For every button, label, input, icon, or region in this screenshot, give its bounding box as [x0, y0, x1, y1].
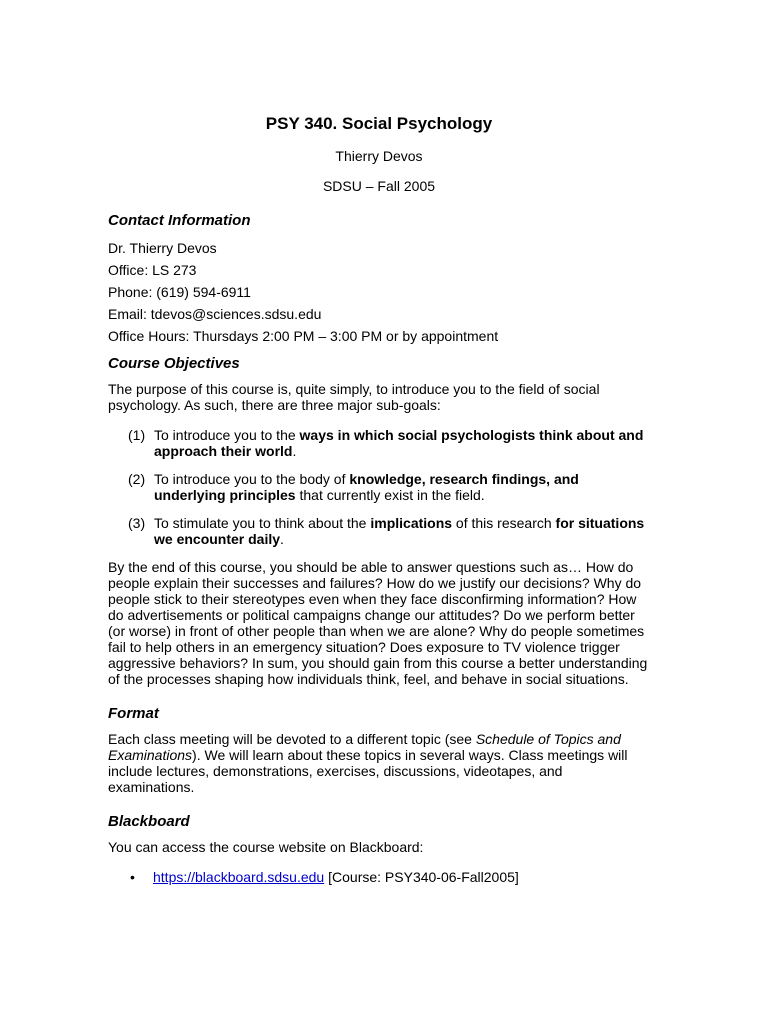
blackboard-heading: Blackboard [108, 813, 190, 830]
contact-office-hours: Office Hours: Thursdays 2:00 PM – 3:00 PM or by appointment [108, 328, 499, 344]
contact-name: Dr. Thierry Devos [108, 240, 217, 256]
objectives-list [128, 427, 650, 547]
format-text-plain: ). We will learn about these topics in several ways. Class meetings will include lectures, demonstrations, exercises, discussions, videotapes, and examinations. [108, 747, 628, 795]
list-item [130, 869, 650, 885]
objective-text-bold: implications [370, 515, 453, 531]
objective-text-plain: . [292, 443, 297, 459]
format-text-italic: Schedule of Topics and Examinations [108, 731, 621, 763]
objective-text [154, 471, 650, 503]
objective-item [128, 471, 650, 503]
objectives-closing: By the end of this course, you should be able to answer questions such as… How do people explain their successes and failures? How do we justify our decisions? Why do people stick to their stereotypes even when they face disconfirming information? How do advertisements or political campaigns change our attitudes? Do we perform better (or worse) in front of other people than when we are alone? Why do people sometimes fail to help others in an emergency situation? Does exposure to TV violence trigger aggressive behaviors? In sum, you should gain from this course a better understanding of the processes shaping how individuals think, feel, and behave in social situations. [108, 559, 648, 687]
objective-item [128, 427, 650, 459]
format-heading: Format [108, 705, 159, 722]
format-paragraph [108, 731, 650, 795]
objective-text-bold: ways in which social psychologists think about and approach their world [154, 427, 644, 459]
blackboard-intro: You can access the course website on Blackboard: [108, 839, 424, 855]
course-code: [Course: PSY340-06-Fall2005] [324, 869, 519, 885]
page-title: PSY 340. Social Psychology [265, 114, 493, 133]
objectives-heading: Course Objectives [108, 355, 240, 372]
objective-text-plain: that currently exist in the field. [295, 487, 485, 503]
format-text-plain: Each class meeting will be devoted to a different topic (see [108, 731, 476, 747]
contact-office: Office: LS 273 [108, 262, 197, 278]
objective-text [154, 515, 650, 547]
objective-number: (2) [128, 471, 146, 487]
objective-text-bold: for situations we encounter daily [154, 515, 645, 547]
objective-text-plain: . [280, 531, 284, 547]
objective-number: (1) [128, 427, 146, 443]
blackboard-entry [153, 869, 519, 885]
bullet-icon: • [130, 869, 135, 885]
objective-text [154, 427, 650, 459]
objective-item [128, 515, 650, 547]
contact-phone: Phone: (619) 594-6911 [108, 284, 251, 300]
contact-email: Email: tdevos@sciences.sdsu.edu [108, 306, 322, 322]
objective-text-plain: To introduce you to the [154, 427, 300, 443]
blackboard-link[interactable]: https://blackboard.sdsu.edu [153, 869, 325, 885]
contact-list [108, 237, 650, 347]
objective-text-bold: knowledge, research findings, and underlying principles [154, 471, 579, 503]
blackboard-list [130, 869, 650, 885]
contact-heading: Contact Information [108, 212, 251, 229]
author-name: Thierry Devos [335, 148, 423, 164]
objective-text-plain: of this research [452, 515, 556, 531]
objectives-intro: The purpose of this course is, quite simply, to introduce you to the field of social psychology. As such, there are three major sub-goals: [108, 381, 600, 413]
objective-text-plain: To stimulate you to think about the [154, 515, 371, 531]
objective-number: (3) [128, 515, 146, 531]
objective-text-plain: To introduce you to the body of [154, 471, 350, 487]
course-term: SDSU – Fall 2005 [322, 178, 436, 194]
